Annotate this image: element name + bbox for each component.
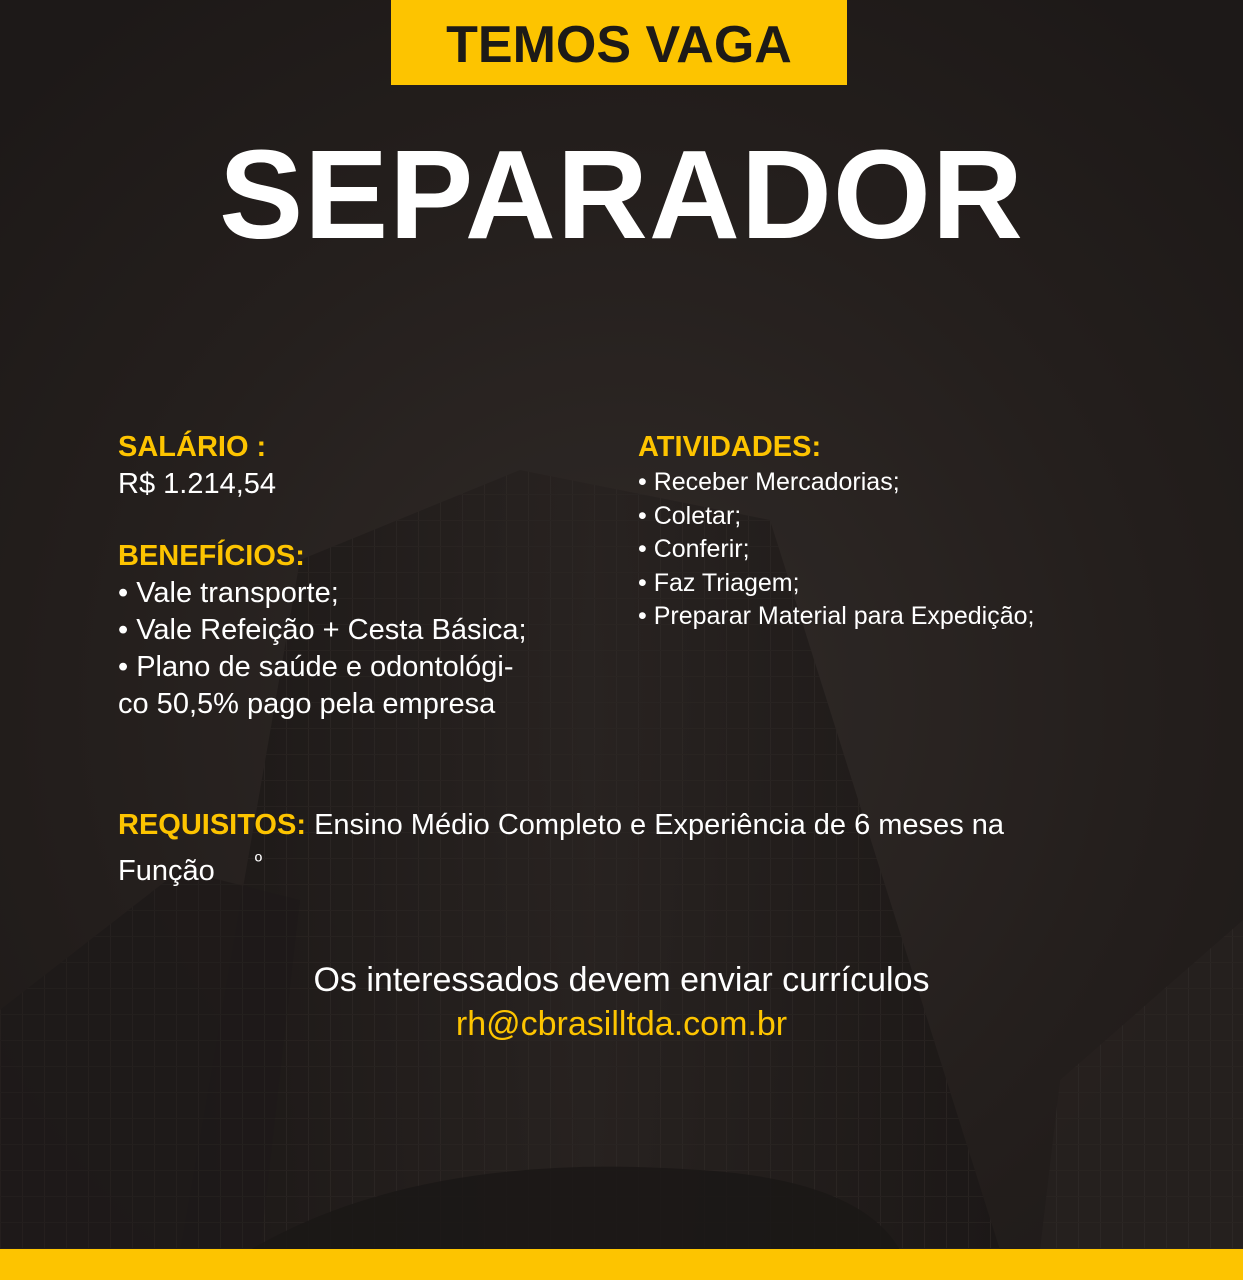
activity-item: • Conferir; <box>638 535 750 563</box>
salary-value: R$ 1.214,54 <box>118 468 277 500</box>
job-title: SEPARADOR <box>219 124 1024 265</box>
left-column <box>118 428 578 723</box>
contact-email[interactable]: rh@cbrasilltda.com.br <box>455 1005 788 1043</box>
activities-heading: ATIVIDADES: <box>638 431 822 463</box>
benefit-item: • Vale transporte; <box>118 577 339 609</box>
requirements-text-line1: Ensino Médio Completo e Experiência de 6 meses na <box>314 809 1005 841</box>
temos-vaga-banner <box>391 0 847 85</box>
right-column <box>638 428 1198 634</box>
requirements-text-line2: Função <box>118 855 215 887</box>
salary-heading: SALÁRIO : <box>118 431 267 463</box>
contact-block <box>0 958 1243 1046</box>
benefit-item: co 50,5% pago pela empresa <box>118 688 496 720</box>
stray-mark: º <box>254 851 263 873</box>
banner-text: TEMOS VAGA <box>446 15 792 74</box>
requirements-heading: REQUISITOS: <box>118 809 306 841</box>
contact-instruction: Os interessados devem enviar currículos <box>313 961 930 999</box>
activity-item: • Preparar Material para Expedição; <box>638 602 1035 630</box>
benefit-item: • Plano de saúde e odontológi- <box>118 651 514 683</box>
activity-item: • Receber Mercadorias; <box>638 468 900 496</box>
bottom-accent-bar <box>0 1249 1243 1280</box>
benefit-item: • Vale Refeição + Cesta Básica; <box>118 614 527 646</box>
activity-item: • Faz Triagem; <box>638 568 800 597</box>
benefits-heading: BENEFÍCIOS: <box>118 540 305 572</box>
requirements-block <box>118 806 1078 890</box>
activity-item: • Coletar; <box>638 501 742 530</box>
